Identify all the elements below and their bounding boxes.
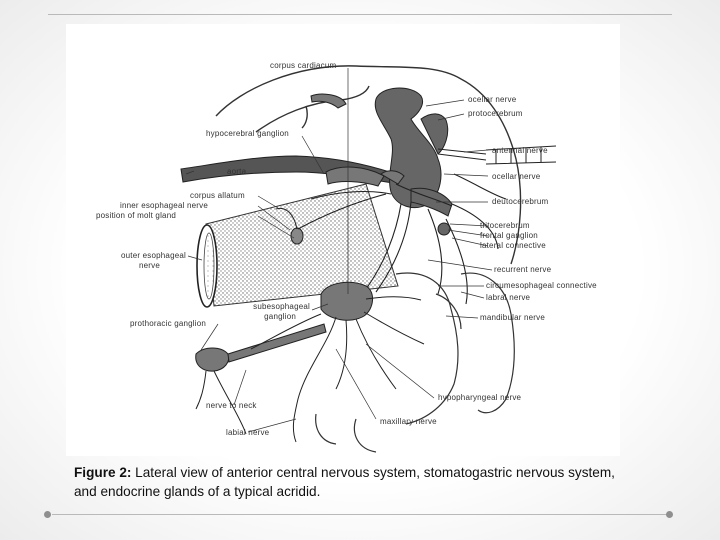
label-antennal-nerve: antennal nerve bbox=[492, 146, 548, 155]
label-maxillary-nerve: maxillary nerve bbox=[380, 417, 437, 426]
label-lateral-connective: lateral connective bbox=[480, 241, 546, 250]
label-labial-nerve: labial nerve bbox=[226, 428, 270, 437]
nervous-system-figure bbox=[66, 24, 620, 456]
top-rule bbox=[48, 14, 672, 15]
label-aorta: aorta bbox=[227, 167, 247, 176]
label-corpus-cardiacum: corpus cardiacum bbox=[270, 61, 337, 70]
label-position-of-molt-gland: position of molt gland bbox=[96, 211, 177, 220]
label-ocellar-nerve-mid: ocellar nerve bbox=[492, 172, 541, 181]
label-prothoracic-ganglion: prothoracic ganglion bbox=[130, 319, 207, 328]
label-tritocerebrum: tritocerebrum bbox=[480, 221, 530, 230]
caption-text: Lateral view of anterior central nervous system, stomatogastric nervous system, and endocrine glands of a typical acridid. bbox=[74, 465, 615, 499]
label-ocellar-nerve-top: ocellar nerve bbox=[468, 95, 517, 104]
label-protocerebrum: protocerebrum bbox=[468, 109, 523, 118]
label-subesophageal-ganglion-line1: subesophageal bbox=[253, 302, 310, 311]
brain bbox=[375, 88, 452, 235]
label-circumesophageal-connective: circumesophageal connective bbox=[486, 281, 597, 290]
diagram-drawing bbox=[66, 24, 620, 456]
label-corpus-allatum: corpus allatum bbox=[190, 191, 245, 200]
subesophageal-ganglion bbox=[321, 282, 373, 320]
label-deutocerebrum: deutocerebrum bbox=[492, 197, 549, 206]
figure-caption bbox=[74, 463, 634, 501]
label-nerve-to-neck: nerve to neck bbox=[206, 401, 257, 410]
label-inner-esophageal-nerve: inner esophageal nerve bbox=[120, 201, 209, 210]
caption-prefix: Figure 2: bbox=[74, 465, 132, 480]
bottom-left-dot bbox=[44, 511, 51, 518]
label-mandibular-nerve: mandibular nerve bbox=[480, 313, 546, 322]
label-hypocerebral-ganglion: hypocerebral ganglion bbox=[206, 129, 289, 138]
label-outer-esophageal-nerve-line1: outer esophageal bbox=[120, 251, 186, 260]
bottom-rule bbox=[52, 514, 670, 515]
label-recurrent-nerve: recurrent nerve bbox=[494, 265, 552, 274]
label-labral-nerve: labral nerve bbox=[486, 293, 531, 302]
bottom-right-dot bbox=[666, 511, 673, 518]
label-hypopharyngeal-nerve: hypopharyngeal nerve bbox=[438, 393, 522, 402]
label-outer-esophageal-nerve-line2: nerve bbox=[138, 261, 160, 270]
label-frontal-ganglion: frontal ganglion bbox=[480, 231, 538, 240]
label-subesophageal-ganglion-line2: ganglion bbox=[264, 312, 296, 321]
ventral-nerve-cord bbox=[196, 324, 326, 371]
